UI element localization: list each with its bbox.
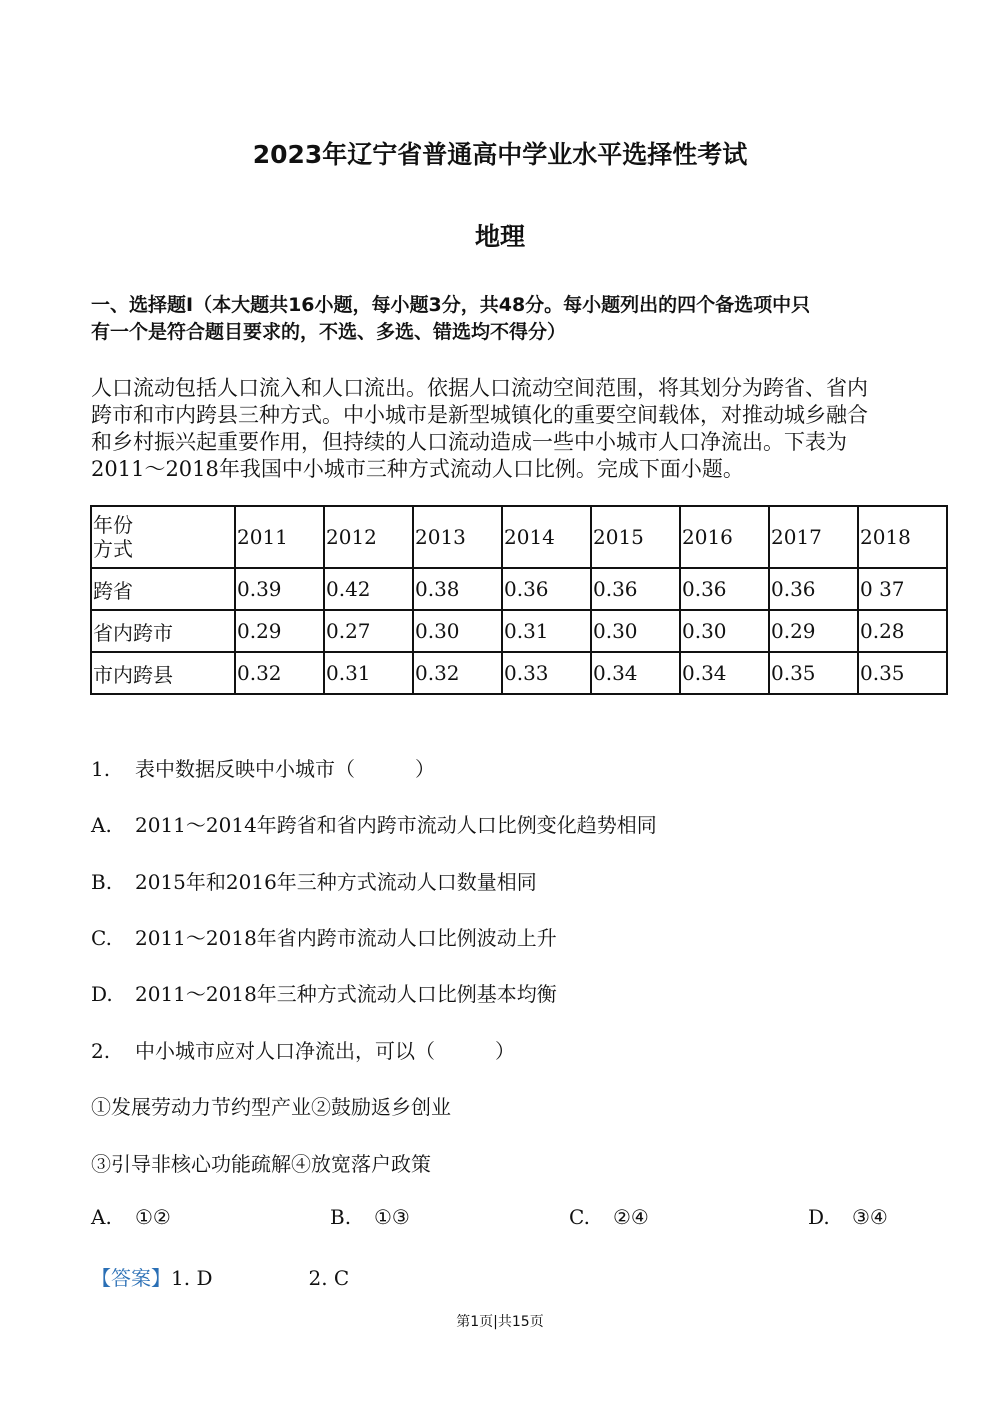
- question-1: [91, 753, 435, 782]
- q2-items-line2: ③引导非核心功能疏解④放宽落户政策: [91, 1152, 431, 1176]
- year-header: 2013: [413, 506, 502, 568]
- year-header: 2014: [502, 506, 591, 568]
- table-header-row: [91, 506, 947, 568]
- table-row: [91, 568, 947, 610]
- option-text: 2011～2018年省内跨市流动人口比例波动上升: [135, 926, 557, 950]
- q2-items-line1: ①发展劳动力节约型产业②鼓励返乡创业: [91, 1095, 451, 1119]
- table-cell: 0.32: [235, 652, 324, 694]
- table-cell: 0.29: [769, 610, 858, 652]
- table-cell: 0.42: [324, 568, 413, 610]
- q2-option-b: [330, 1205, 410, 1229]
- q1-option-d: [91, 978, 557, 1007]
- year-header: 2015: [591, 506, 680, 568]
- option-letter: B.: [330, 1205, 352, 1229]
- year-header: 2018: [858, 506, 947, 568]
- row-label: 省内跨市: [91, 610, 235, 652]
- question-2: [91, 1035, 515, 1064]
- option-text: ②④: [613, 1205, 649, 1229]
- option-text: ①②: [135, 1205, 171, 1229]
- table-cell: 0.38: [413, 568, 502, 610]
- passage-line-4: 2011～2018年我国中小城市三种方式流动人口比例。完成下面小题。: [91, 457, 744, 481]
- table-cell: 0.35: [858, 652, 947, 694]
- q2-option-a: [91, 1205, 171, 1229]
- option-text: 2015年和2016年三种方式流动人口数量相同: [135, 870, 537, 894]
- section-heading-line2: 有一个是符合题目要求的，不选、多选、错选均不得分）: [91, 321, 567, 343]
- question-stem: 表中数据反映中小城市（ ）: [135, 757, 435, 781]
- option-letter: D.: [91, 982, 113, 1006]
- option-letter: B.: [91, 870, 113, 894]
- table-cell: 0.35: [769, 652, 858, 694]
- year-header: 2011: [235, 506, 324, 568]
- table-cell: 0.36: [769, 568, 858, 610]
- table-cell: 0.33: [502, 652, 591, 694]
- table-cell: 0.31: [502, 610, 591, 652]
- table-corner-cell: [91, 506, 235, 568]
- q1-option-a: [91, 809, 657, 838]
- table-cell: 0.36: [591, 568, 680, 610]
- q2-option-c: [569, 1205, 649, 1229]
- table-cell: 0.30: [591, 610, 680, 652]
- option-letter: A.: [91, 1205, 112, 1229]
- corner-year-label: 年份: [93, 513, 133, 537]
- table-cell: 0 37: [858, 568, 947, 610]
- question-number: 1.: [91, 757, 111, 781]
- table-cell: 0.30: [680, 610, 769, 652]
- option-text: ③④: [852, 1205, 888, 1229]
- option-letter: C.: [91, 926, 112, 950]
- table-cell: 0.34: [680, 652, 769, 694]
- answer-tag: 【答案】: [91, 1266, 171, 1290]
- option-text: 2011～2018年三种方式流动人口比例基本均衡: [135, 982, 557, 1006]
- table-row: [91, 652, 947, 694]
- passage-line-3: 和乡村振兴起重要作用，但持续的人口流动造成一些中小城市人口净流出。下表为: [91, 430, 847, 454]
- answer-line: [91, 1262, 349, 1291]
- q1-option-b: [91, 866, 537, 895]
- passage-line-1: 人口流动包括人口流入和人口流出。依据人口流动空间范围，将其划分为跨省、省内: [91, 376, 868, 400]
- table-cell: 0.39: [235, 568, 324, 610]
- option-letter: C.: [569, 1205, 590, 1229]
- question-stem: 中小城市应对人口净流出，可以（ ）: [135, 1039, 515, 1063]
- table-cell: 0.31: [324, 652, 413, 694]
- q1-option-c: [91, 922, 557, 951]
- year-header: 2016: [680, 506, 769, 568]
- page-footer: 第1页|共15页: [456, 1314, 544, 1330]
- table-cell: 0.30: [413, 610, 502, 652]
- year-header: 2012: [324, 506, 413, 568]
- table-cell: 0.29: [235, 610, 324, 652]
- table-cell: 0.32: [413, 652, 502, 694]
- q2-option-d: [808, 1205, 888, 1229]
- passage-line-2: 跨市和市内跨县三种方式。中小城市是新型城镇化的重要空间载体，对推动城乡融合: [91, 403, 868, 427]
- question-number: 2.: [91, 1039, 111, 1063]
- table-cell: 0.36: [680, 568, 769, 610]
- page-title: 2023年辽宁省普通高中学业水平选择性考试: [252, 140, 748, 169]
- table-cell: 0.34: [591, 652, 680, 694]
- option-text: 2011～2014年跨省和省内跨市流动人口比例变化趋势相同: [135, 813, 657, 837]
- year-header: 2017: [769, 506, 858, 568]
- table-cell: 0.36: [502, 568, 591, 610]
- table-cell: 0.28: [858, 610, 947, 652]
- row-label: 市内跨县: [91, 652, 235, 694]
- table-row: [91, 610, 947, 652]
- option-letter: A.: [91, 813, 112, 837]
- row-label: 跨省: [91, 568, 235, 610]
- option-text: ①③: [374, 1205, 410, 1229]
- corner-mode-label: 方式: [93, 537, 133, 561]
- answer-1: 1. D: [171, 1266, 213, 1290]
- option-letter: D.: [808, 1205, 830, 1229]
- subject-title: 地理: [474, 222, 525, 251]
- answer-2: 2. C: [308, 1266, 350, 1290]
- population-table: [90, 505, 948, 695]
- table-cell: 0.27: [324, 610, 413, 652]
- section-heading-line1: 一、选择题Ⅰ（本大题共16小题，每小题3分，共48分。每小题列出的四个备选项中只: [91, 294, 811, 316]
